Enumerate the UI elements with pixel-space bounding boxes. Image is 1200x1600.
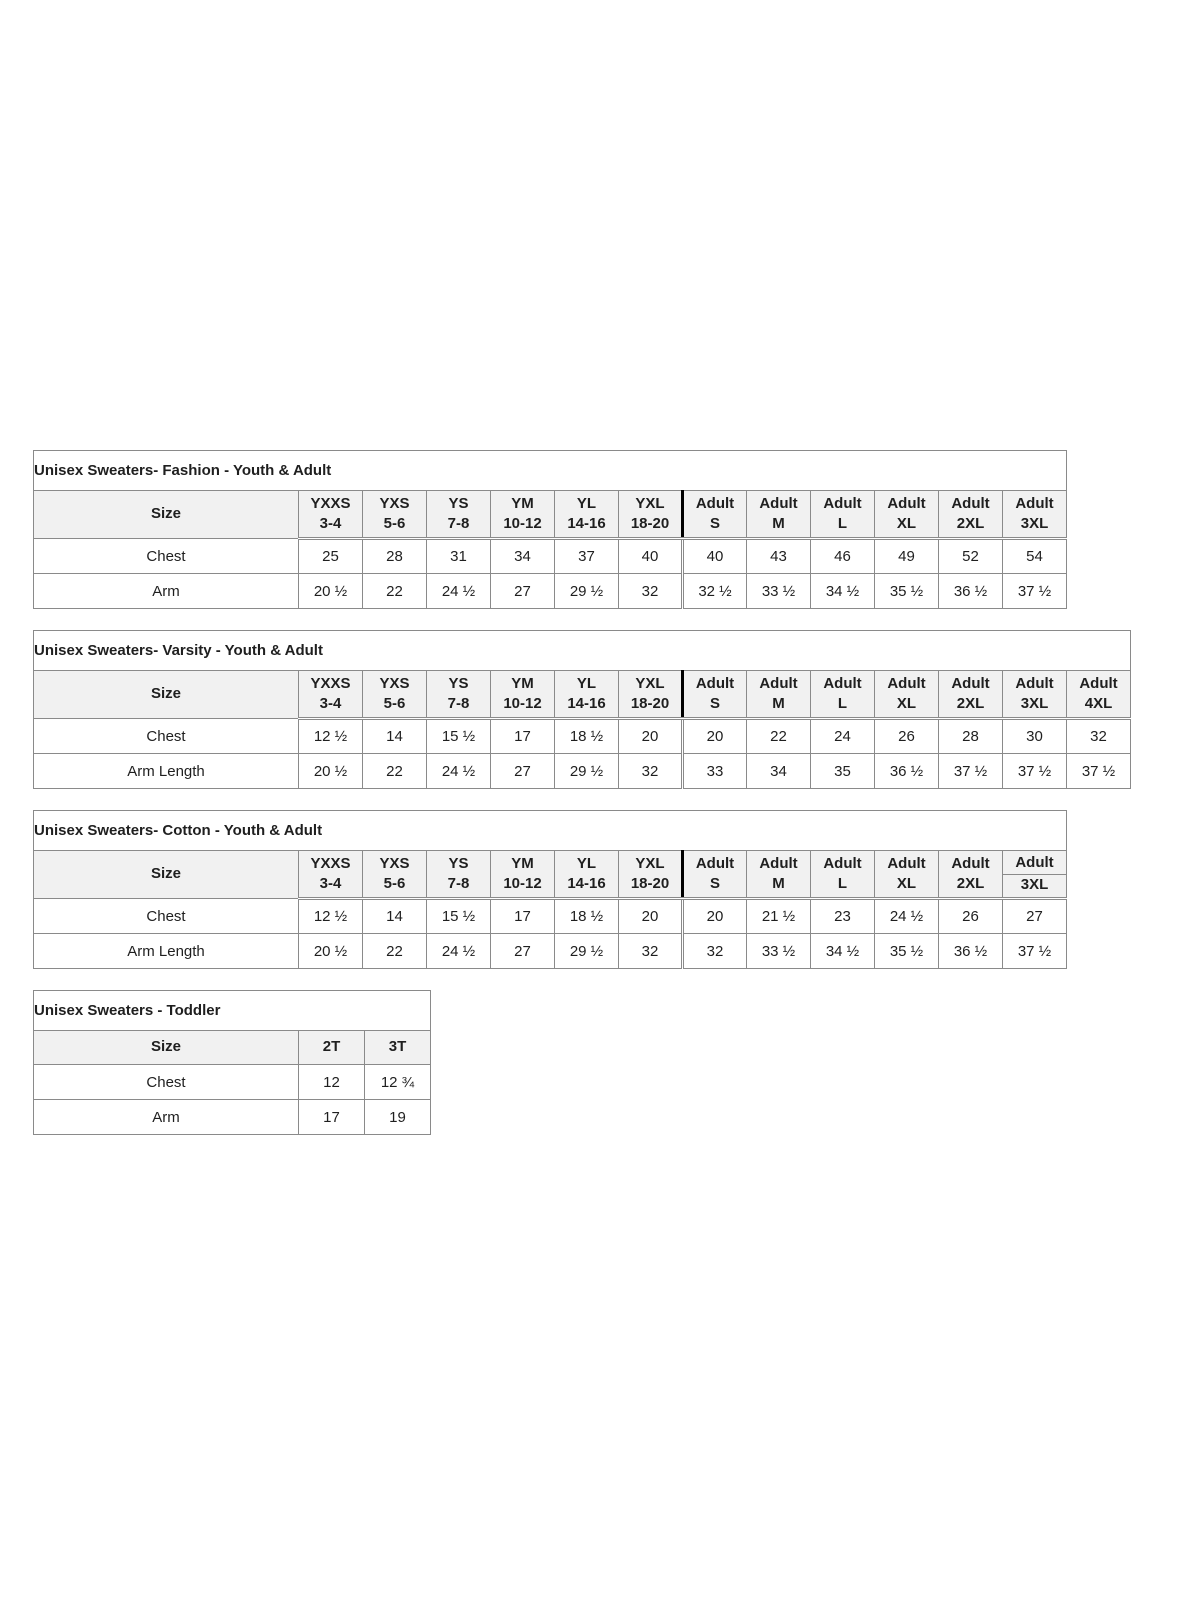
- column-header-line1: YXXS: [310, 494, 351, 512]
- column-header-line1: Adult: [951, 494, 990, 512]
- size-value: 17: [491, 719, 555, 754]
- column-header: [427, 491, 491, 539]
- column-header-line1: YXL: [635, 494, 665, 512]
- table-title: Unisex Sweaters- Varsity - Youth & Adult: [34, 631, 1131, 671]
- column-header: [939, 851, 1003, 899]
- table-title: Unisex Sweaters- Cotton - Youth & Adult: [34, 811, 1067, 851]
- row-label: Chest: [34, 539, 299, 574]
- column-header: [491, 851, 555, 899]
- column-header-line1: Adult: [1003, 853, 1066, 874]
- table-row: [34, 934, 1067, 969]
- size-chart-table-toddler: [33, 990, 431, 1135]
- column-header-line1: YS: [448, 854, 469, 872]
- size-value: 33 ½: [747, 934, 811, 969]
- size-value: 15 ½: [427, 719, 491, 754]
- column-header-line1: Adult: [695, 494, 735, 512]
- column-header: [619, 491, 683, 539]
- column-header: [299, 671, 363, 719]
- size-value: 14: [363, 899, 427, 934]
- column-header-line2: 2XL: [956, 695, 985, 712]
- column-header-line2: 10-12: [503, 695, 542, 712]
- column-header: [875, 851, 939, 899]
- size-value: 14: [363, 719, 427, 754]
- row-label: Arm Length: [34, 934, 299, 969]
- column-header-line2: S: [709, 695, 720, 712]
- column-header: [363, 491, 427, 539]
- size-value: 32: [619, 754, 683, 789]
- size-value: 37 ½: [939, 754, 1003, 789]
- column-header-line2: 4XL: [1084, 695, 1113, 712]
- size-column-header: Size: [34, 491, 299, 539]
- size-value: 36 ½: [875, 754, 939, 789]
- column-header: [1067, 671, 1131, 719]
- size-value: 46: [811, 539, 875, 574]
- size-value: 17: [299, 1100, 365, 1135]
- column-header: [683, 671, 747, 719]
- size-value: 32: [1067, 719, 1131, 754]
- column-header-line1: Adult: [1015, 494, 1054, 512]
- column-header-line1: YS: [448, 674, 469, 692]
- column-header-line2: 3XL: [1020, 875, 1049, 893]
- column-header-line2: 14-16: [567, 875, 606, 892]
- size-value: 34 ½: [811, 574, 875, 609]
- column-header-line2: 3-4: [319, 875, 342, 892]
- column-header-line1: YXL: [635, 674, 665, 692]
- size-value: 28: [363, 539, 427, 574]
- size-value: 35 ½: [875, 934, 939, 969]
- column-header: [1003, 491, 1067, 539]
- column-header: [299, 491, 363, 539]
- size-value: 22: [363, 934, 427, 969]
- column-header-line2: L: [837, 875, 848, 892]
- size-value: 18 ½: [555, 719, 619, 754]
- column-header-line2: L: [837, 695, 848, 712]
- size-value: 40: [683, 539, 747, 574]
- size-value: 29 ½: [555, 574, 619, 609]
- size-value: 37 ½: [1003, 934, 1067, 969]
- column-header-line2: S: [709, 875, 720, 892]
- size-chart-table-fashion: [33, 450, 1067, 609]
- size-value: 33 ½: [747, 574, 811, 609]
- size-column-header: Size: [34, 851, 299, 899]
- size-value: 24 ½: [427, 754, 491, 789]
- column-header: [619, 671, 683, 719]
- size-value: 35 ½: [875, 574, 939, 609]
- column-header-line1: YM: [511, 674, 534, 692]
- column-header-line1: 3T: [388, 1038, 407, 1056]
- column-header: [811, 671, 875, 719]
- row-label: Arm: [34, 1100, 299, 1135]
- column-header-line2: 7-8: [447, 695, 470, 712]
- column-header-line1: Adult: [823, 854, 862, 872]
- table-row: [34, 1100, 431, 1135]
- column-header-line2: 3XL: [1020, 695, 1049, 712]
- column-header-line2: 2XL: [956, 515, 985, 532]
- size-value: 40: [619, 539, 683, 574]
- size-value: 34 ½: [811, 934, 875, 969]
- size-value: 20: [619, 899, 683, 934]
- size-value: 15 ½: [427, 899, 491, 934]
- size-value: 24 ½: [875, 899, 939, 934]
- column-header-line1: YM: [511, 854, 534, 872]
- table-row: [34, 754, 1131, 789]
- column-header-line1: Adult: [887, 494, 926, 512]
- column-header: [747, 671, 811, 719]
- size-value: 32: [683, 934, 747, 969]
- column-header-line2: 14-16: [567, 695, 606, 712]
- size-value: 32: [619, 574, 683, 609]
- column-header-line2: M: [772, 875, 785, 892]
- column-header-line2: 3XL: [1020, 515, 1049, 532]
- size-value: 49: [875, 539, 939, 574]
- size-value: 20: [683, 719, 747, 754]
- size-value: 28: [939, 719, 1003, 754]
- table-row: [34, 574, 1067, 609]
- column-header: [939, 491, 1003, 539]
- table-row: [34, 719, 1131, 754]
- column-header: [683, 491, 747, 539]
- column-header-line1: Adult: [695, 854, 735, 872]
- column-header-line2: 5-6: [383, 515, 406, 532]
- column-header: [555, 671, 619, 719]
- size-value: 24 ½: [427, 934, 491, 969]
- column-header-line2: 10-12: [503, 875, 542, 892]
- column-header-line1: YXS: [379, 494, 410, 512]
- column-header-line1: Adult: [887, 854, 926, 872]
- column-header: [939, 671, 1003, 719]
- column-header-line1: YXXS: [310, 674, 351, 692]
- size-value: 36 ½: [939, 934, 1003, 969]
- column-header-line1: YXS: [379, 854, 410, 872]
- size-value: 17: [491, 899, 555, 934]
- column-header-line2: 18-20: [630, 875, 670, 892]
- size-value: 32: [619, 934, 683, 969]
- size-chart-table-cotton: [33, 810, 1067, 969]
- size-value: 43: [747, 539, 811, 574]
- size-value: 27: [1003, 899, 1067, 934]
- size-value: 52: [939, 539, 1003, 574]
- column-header-line1: YL: [576, 854, 597, 872]
- column-header: [555, 491, 619, 539]
- size-value: 29 ½: [555, 934, 619, 969]
- column-header: [299, 1031, 365, 1065]
- column-header: [299, 851, 363, 899]
- size-value: 27: [491, 934, 555, 969]
- row-label: Chest: [34, 899, 299, 934]
- size-value: 24 ½: [427, 574, 491, 609]
- column-header-line1: Adult: [1015, 674, 1054, 692]
- column-header-line1: YL: [576, 494, 597, 512]
- column-header-line2: 3-4: [319, 695, 342, 712]
- size-value: 31: [427, 539, 491, 574]
- column-header-line2: 7-8: [447, 515, 470, 532]
- column-header-line2: 10-12: [503, 515, 542, 532]
- column-header: [491, 671, 555, 719]
- row-label: Arm: [34, 574, 299, 609]
- column-header-line1: YM: [511, 494, 534, 512]
- column-header-line2: XL: [896, 875, 917, 892]
- size-value: 25: [299, 539, 363, 574]
- size-value: 30: [1003, 719, 1067, 754]
- column-header-line1: Adult: [823, 674, 862, 692]
- column-header: [875, 671, 939, 719]
- size-value: 18 ½: [555, 899, 619, 934]
- size-value: 12: [299, 1065, 365, 1100]
- size-value: 34: [491, 539, 555, 574]
- size-value: 20 ½: [299, 754, 363, 789]
- size-value: 37: [555, 539, 619, 574]
- size-value: 22: [363, 574, 427, 609]
- column-header: [365, 1031, 431, 1065]
- column-header: [811, 851, 875, 899]
- size-value: 21 ½: [747, 899, 811, 934]
- size-value: 20 ½: [299, 934, 363, 969]
- column-header-line1: Adult: [823, 494, 862, 512]
- column-header-line1: 2T: [322, 1038, 341, 1056]
- column-header: [363, 851, 427, 899]
- size-chart-table-varsity: [33, 630, 1131, 789]
- column-header-line1: Adult: [951, 854, 990, 872]
- column-header: [363, 671, 427, 719]
- column-header-line1: Adult: [759, 854, 798, 872]
- size-value: 37 ½: [1003, 574, 1067, 609]
- column-header-line1: Adult: [1079, 674, 1118, 692]
- size-column-header: Size: [34, 1031, 299, 1065]
- column-header-line2: 18-20: [630, 695, 670, 712]
- size-value: 20: [683, 899, 747, 934]
- column-header-line2: XL: [896, 515, 917, 532]
- size-value: 22: [363, 754, 427, 789]
- column-header-line2: XL: [896, 695, 917, 712]
- column-header-line1: YXS: [379, 674, 410, 692]
- column-header: [811, 491, 875, 539]
- table-title: Unisex Sweaters- Fashion - Youth & Adult: [34, 451, 1067, 491]
- column-header-line2: 5-6: [383, 875, 406, 892]
- column-header-line1: Adult: [759, 494, 798, 512]
- table-row: [34, 899, 1067, 934]
- table-row: [34, 1065, 431, 1100]
- column-header: [747, 491, 811, 539]
- column-header: [427, 671, 491, 719]
- column-header: [747, 851, 811, 899]
- column-header: [555, 851, 619, 899]
- column-header-line2: 5-6: [383, 695, 406, 712]
- column-header-line2: 7-8: [447, 875, 470, 892]
- size-value: 12 ¾: [365, 1065, 431, 1100]
- column-header-line1: YXXS: [310, 854, 351, 872]
- row-label: Chest: [34, 719, 299, 754]
- column-header-line1: YL: [576, 674, 597, 692]
- column-header-line2: M: [772, 695, 785, 712]
- size-value: 12 ½: [299, 899, 363, 934]
- column-header-line1: Adult: [951, 674, 990, 692]
- size-value: 54: [1003, 539, 1067, 574]
- column-header-line2: S: [709, 515, 720, 532]
- column-header-line2: 18-20: [630, 515, 670, 532]
- row-label: Arm Length: [34, 754, 299, 789]
- size-value: 19: [365, 1100, 431, 1135]
- column-header: [427, 851, 491, 899]
- column-header-line1: Adult: [887, 674, 926, 692]
- size-chart-tables-container: [33, 450, 1131, 1156]
- size-value: 37 ½: [1003, 754, 1067, 789]
- column-header-line2: L: [837, 515, 848, 532]
- column-header: [491, 491, 555, 539]
- column-header-line2: 14-16: [567, 515, 606, 532]
- size-value: 22: [747, 719, 811, 754]
- size-value: 36 ½: [939, 574, 1003, 609]
- table-row: [34, 539, 1067, 574]
- column-header-line2: 2XL: [956, 875, 985, 892]
- column-header-line2: M: [772, 515, 785, 532]
- column-header: [875, 491, 939, 539]
- size-value: 35: [811, 754, 875, 789]
- table-title: Unisex Sweaters - Toddler: [34, 991, 431, 1031]
- size-value: 29 ½: [555, 754, 619, 789]
- size-value: 27: [491, 754, 555, 789]
- size-value: 24: [811, 719, 875, 754]
- column-header-line1: Adult: [759, 674, 798, 692]
- column-header-line1: Adult: [695, 674, 735, 692]
- row-label: Chest: [34, 1065, 299, 1100]
- size-value: 32 ½: [683, 574, 747, 609]
- column-header-line1: YXL: [635, 854, 665, 872]
- column-header-line2: 3-4: [319, 515, 342, 532]
- size-value: 33: [683, 754, 747, 789]
- column-header: [683, 851, 747, 899]
- column-header-line1: YS: [448, 494, 469, 512]
- column-header: [1003, 851, 1067, 899]
- size-value: 23: [811, 899, 875, 934]
- size-value: 12 ½: [299, 719, 363, 754]
- size-value: 34: [747, 754, 811, 789]
- size-value: 20: [619, 719, 683, 754]
- size-column-header: Size: [34, 671, 299, 719]
- column-header: [1003, 671, 1067, 719]
- size-value: 26: [939, 899, 1003, 934]
- column-header: [619, 851, 683, 899]
- size-value: 27: [491, 574, 555, 609]
- size-value: 37 ½: [1067, 754, 1131, 789]
- size-value: 20 ½: [299, 574, 363, 609]
- size-value: 26: [875, 719, 939, 754]
